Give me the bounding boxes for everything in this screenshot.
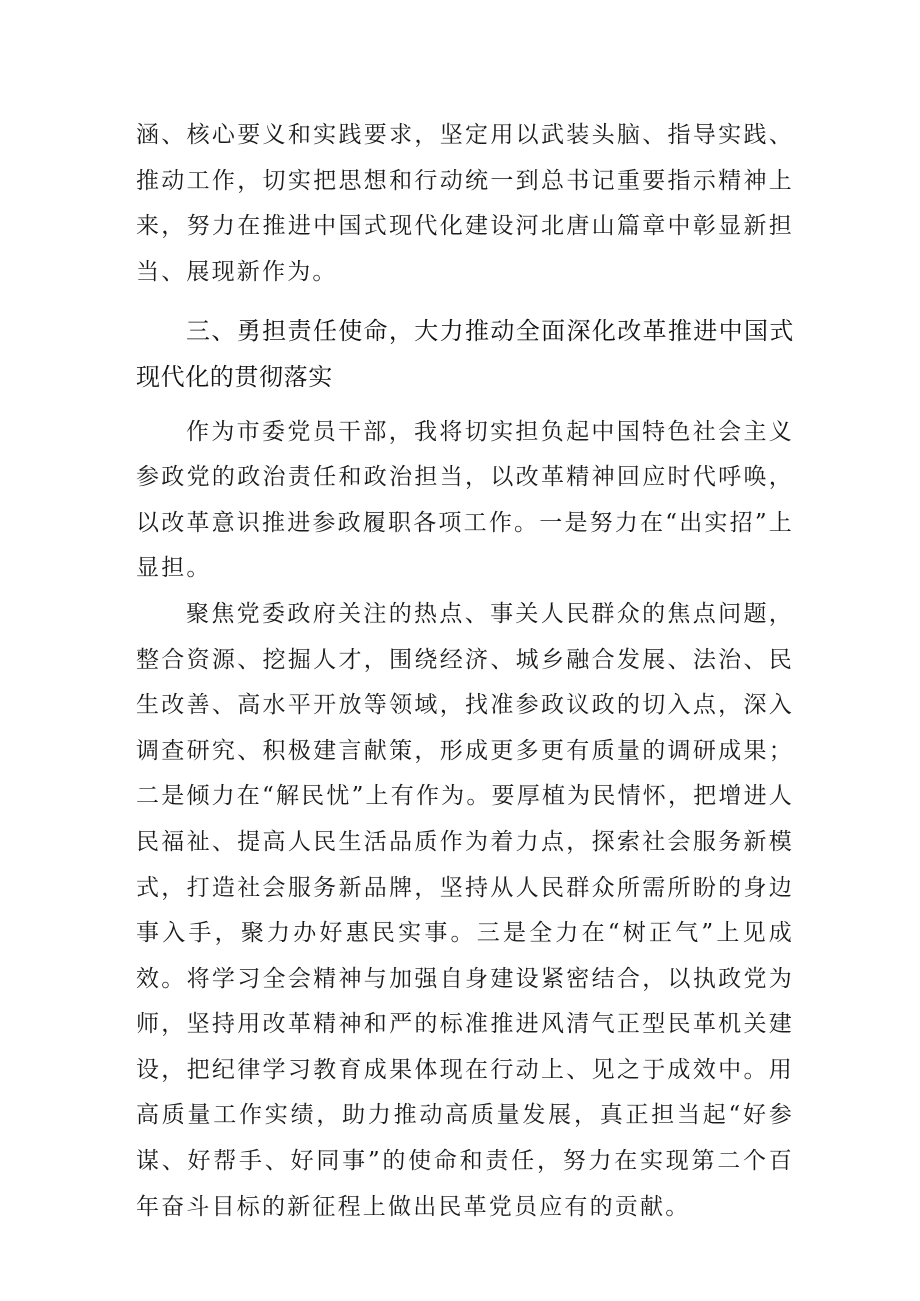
- body-paragraph-continuation: 涵、核心要义和实践要求，坚定用以武装头脑、指导实践、推动工作，切实把思想和行动统一到总书记重要指示精神上来，努力在推进中国式现代化建设河北唐山篇章中彰显新担当、展现新作为。: [136, 122, 794, 285]
- document-body: [136, 113, 794, 1230]
- body-paragraph-intro: 作为市委党员干部，我将切实担负起中国特色社会主义参政党的政治责任和政治担当，以改革精神回应时代呼唤，以改革意识推进参政履职各项工作。一是努力在“出实招”上显担。: [136, 418, 794, 582]
- section-heading-three: 三、勇担责任使命，大力推动全面深化改革推进中国式现代化的贯彻落实: [136, 317, 794, 391]
- body-paragraph-details: 聚焦党委政府关注的热点、事关人民群众的焦点问题，整合资源、挖掘人才，围绕经济、城乡融合发展、法治、民生改善、高水平开放等领域，找准参政议政的切入点，深入调查研究、积极建言献策，形成更多更有质量的调研成果；二是倾力在“解民忧”上有作为。要厚植为民情怀，把增进人民福祉、提高人民生活品质作为着力点，探索社会服务新模式，打造社会服务新品牌，坚持从人民群众所需所盼的身边事入手，聚力办好惠民实事。三是全力在“树正气”上见成效。将学习全会精神与加强自身建设紧密结合，以执政党为师，坚持用改革精神和严的标准推进风清气正型民革机关建设，把纪律学习教育成果体现在行动上、见之于成效中。用高质量工作实绩，助力推动高质量发展，真正担当起“好参谋、好帮手、好同事”的使命和责任，努力在实现第二个百年奋斗目标的新征程上做出民革党员应有的贡献。: [136, 600, 794, 1220]
